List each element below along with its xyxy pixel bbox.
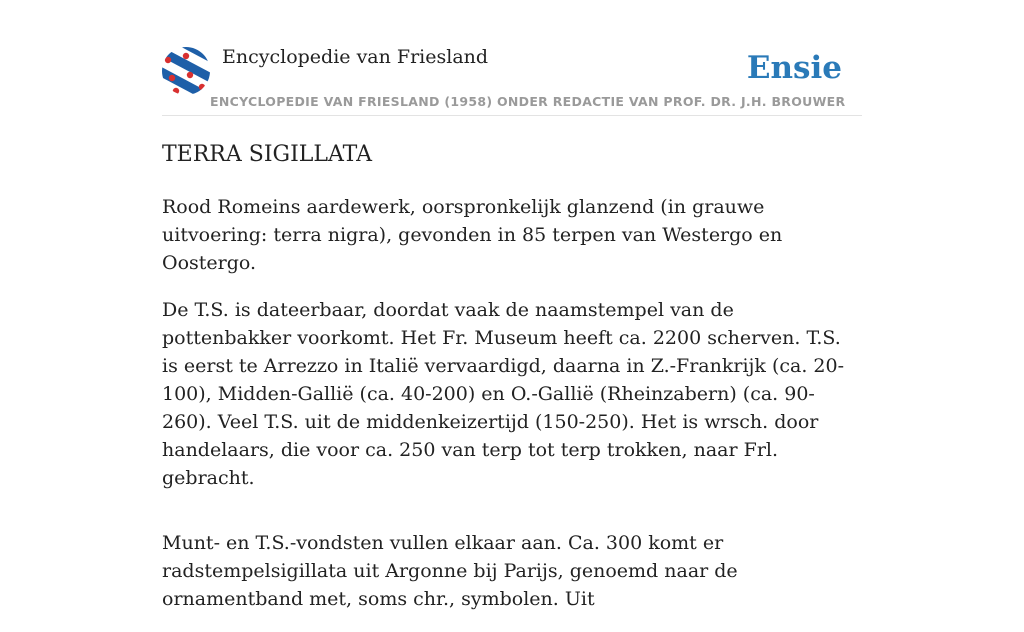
article-title: TERRA SIGILLATA [162, 142, 373, 167]
article-paragraph: Rood Romeins aardewerk, oorspronkelijk glanzend (in grauwe uitvoering: terra nigra), gevonden in 85 terpen van Westergo en Oostergo. [162, 196, 783, 274]
site-subtitle: ENCYCLOPEDIE VAN FRIESLAND (1958) ONDER REDACTIE VAN PROF. DR. J.H. BROUWER [210, 94, 846, 109]
frisian-flag-logo-icon[interactable] [162, 47, 210, 95]
brand-logo-link[interactable]: Ensie [746, 50, 842, 86]
article [162, 140, 862, 632]
header-divider [162, 115, 862, 116]
article-paragraph: Munt- en T.S.-vondsten vullen elkaar aan. Ca. 300 komt er radstempelsigillata uit Argonne bij Parijs, genoemd naar de ornamentband met, soms chr., symbolen. Uit [162, 532, 738, 610]
article-paragraph: De T.S. is dateerbaar, doordat vaak de naamstempel van de pottenbakker voorkomt. Het Fr. Museum heeft ca. 2200 scherven. T.S. is eerst te Arrezzo in Italië vervaardigd, daarna in Z.-Frankrijk (ca. 20-100), Midden-Gallië (ca. 40-200) en O.-Gallië (Rheinzabern) (ca. 90-260). Veel T.S. uit de middenkeizertijd (150-250). Het is wrsch. door handelaars, die voor ca. 250 van terp tot terp trokken, naar Frl. gebracht. [162, 299, 845, 489]
site-title[interactable]: Encyclopedie van Friesland [222, 46, 489, 68]
site-header [162, 44, 862, 116]
